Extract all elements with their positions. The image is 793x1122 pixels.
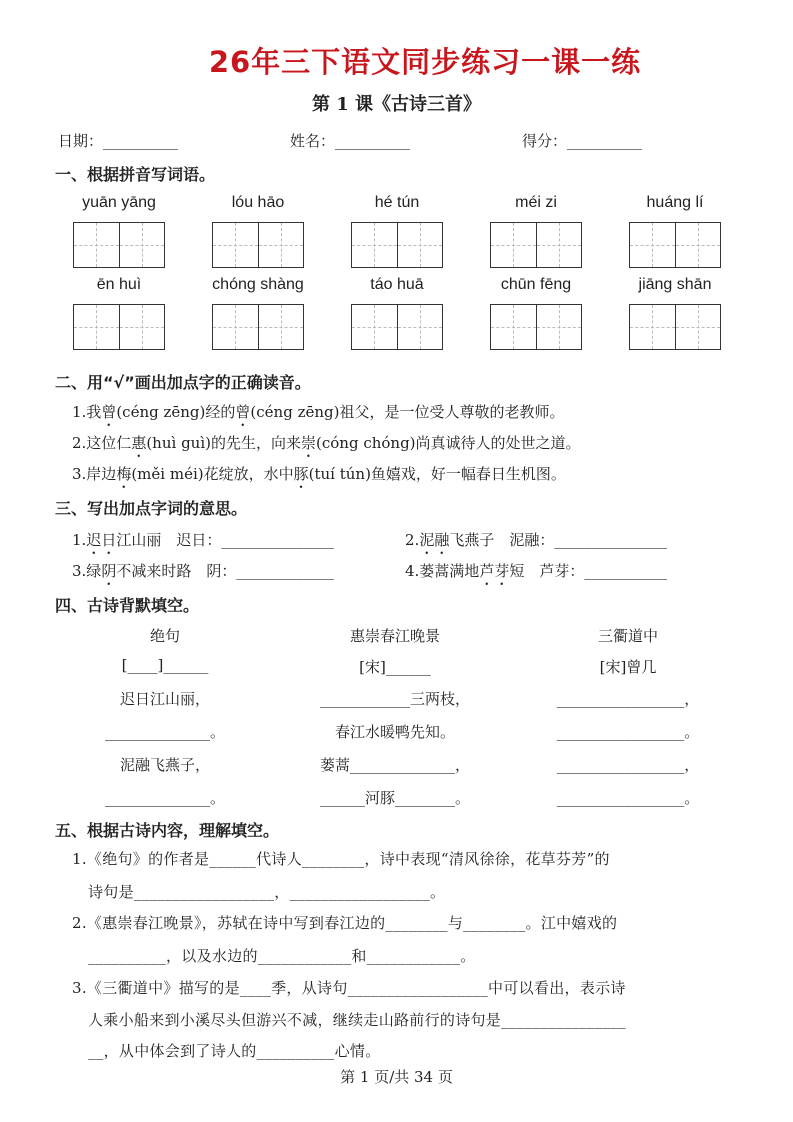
text-segment: 3.岸边 [72, 465, 117, 483]
pinyin-label: yuān yāng [82, 194, 156, 211]
writing-cell[interactable] [120, 305, 165, 349]
comprehension-line[interactable]: 人乘小船来到小溪尽头但游兴不减，继续走山路前行的诗句是________________ [88, 1011, 626, 1029]
text-segment: 3.绿 [72, 562, 102, 580]
writing-box[interactable] [351, 304, 443, 350]
text-segment: 4.蒌蒿满地 [405, 562, 480, 580]
dotted-char: 阴 [101, 562, 117, 580]
text-segment: (céng zēng)祖父，是一位受人尊敬的老教师。 [250, 403, 565, 421]
section2-heading: 二、用“√”画出加点字的正确读音。 [55, 373, 311, 392]
poem-line[interactable]: ______________。 [104, 789, 225, 807]
section1-heading: 一、根据拼音写词语。 [55, 165, 216, 184]
writing-cell[interactable] [491, 305, 537, 349]
poem-line[interactable]: 春江水暖鸭先知。 [334, 723, 455, 741]
writing-cell[interactable] [630, 305, 676, 349]
section5-heading: 五、根据古诗内容，理解填空。 [55, 821, 280, 840]
text-segment: 不减来时路 阴：_____________ [116, 562, 334, 580]
text-segment: (měi méi)花绽放，水中 [131, 465, 294, 483]
writing-box[interactable] [73, 222, 165, 268]
writing-cell[interactable] [398, 305, 443, 349]
writing-cell[interactable] [537, 305, 582, 349]
worksheet-title: 26年三下语文同步练习一课一练 [208, 45, 642, 79]
date-field[interactable]: 日期：__________ [58, 132, 179, 150]
comprehension-line[interactable]: 1.《绝句》的作者是______代诗人________，诗中表现“清风徐徐，花草芬芳”的 [72, 850, 610, 868]
dotted-char: 迟日 [86, 531, 117, 549]
pinyin-label: huáng lí [646, 194, 704, 211]
pinyin-label: hé tún [374, 194, 420, 211]
meaning-question [405, 560, 667, 589]
dotted-char: 曾 [235, 403, 251, 421]
poem-line[interactable]: ____________三两枝， [319, 690, 470, 708]
comprehension-line[interactable]: 诗句是__________________，__________________。 [88, 883, 446, 901]
writing-cell[interactable] [213, 223, 259, 267]
writing-cell[interactable] [537, 223, 582, 267]
writing-cell[interactable] [74, 223, 120, 267]
comprehension-line[interactable]: __，从中体会到了诗人的__________心情。 [88, 1042, 381, 1060]
poem-line[interactable]: 迟日江山丽， [119, 690, 210, 708]
poem-title: 惠崇春江晚景 [349, 627, 440, 645]
writing-cell[interactable] [676, 305, 721, 349]
comprehension-line[interactable]: 3.《三衢道中》描写的是____季，从诗句__________________中可以看出，表示诗 [72, 979, 626, 997]
dotted-char: 惠 [131, 434, 147, 452]
writing-box[interactable] [73, 304, 165, 350]
text-segment: (cóng chóng)尚真诚待人的处世之道。 [316, 434, 581, 452]
writing-cell[interactable] [74, 305, 120, 349]
poem-line[interactable]: 泥融飞燕子， [119, 756, 210, 774]
meaning-question [405, 529, 667, 558]
writing-box[interactable] [490, 222, 582, 268]
writing-cell[interactable] [352, 223, 398, 267]
poem-line[interactable]: _________________。 [556, 723, 700, 741]
writing-cell[interactable] [259, 305, 304, 349]
comprehension-line[interactable]: __________，以及水边的____________和____________。 [88, 947, 476, 965]
comprehension-line[interactable]: 2.《惠崇春江晚景》，苏轼在诗中写到春江边的________与________。江中嬉戏的 [72, 914, 618, 932]
text-segment: 短 芦芽：___________ [509, 562, 667, 580]
meaning-question [72, 560, 334, 589]
text-segment: 1.我 [72, 403, 102, 421]
writing-box[interactable] [212, 304, 304, 350]
dotted-char: 曾 [101, 403, 117, 421]
writing-cell[interactable] [676, 223, 721, 267]
pronunciation-question [72, 432, 581, 461]
dotted-char: 梅 [116, 465, 132, 483]
pronunciation-question [72, 401, 564, 430]
pronunciation-question [72, 463, 566, 492]
text-segment: 2.这位仁 [72, 434, 132, 452]
poem-title: 三衢道中 [597, 627, 658, 645]
dotted-char: 芦芽 [479, 562, 510, 580]
writing-cell[interactable] [491, 223, 537, 267]
poem-author[interactable]: [宋]曾几 [599, 658, 657, 676]
pinyin-label: lóu hāo [231, 194, 285, 211]
poem-line[interactable]: ______河豚________。 [319, 789, 470, 807]
poem-author[interactable]: [宋]______ [359, 658, 431, 676]
pinyin-label: jiāng shān [638, 276, 712, 293]
poem-line[interactable]: _________________， [556, 756, 700, 774]
text-segment: (tuí tún)鱼嬉戏，好一幅春日生机图。 [308, 465, 566, 483]
text-segment: 江山丽 迟日：_______________ [116, 531, 334, 549]
writing-box[interactable] [490, 304, 582, 350]
dotted-char: 崇 [300, 434, 316, 452]
writing-box[interactable] [629, 304, 721, 350]
poem-title: 绝句 [149, 627, 180, 645]
writing-cell[interactable] [630, 223, 676, 267]
pinyin-label: chóng shàng [212, 276, 304, 293]
poem-line[interactable]: 蒌蒿______________， [319, 756, 470, 774]
writing-cell[interactable] [398, 223, 443, 267]
writing-cell[interactable] [259, 223, 304, 267]
poem-line[interactable]: ______________。 [104, 723, 225, 741]
dotted-char: 泥融 [419, 531, 450, 549]
pinyin-label: chūn fēng [500, 276, 572, 293]
writing-cell[interactable] [120, 223, 165, 267]
text-segment: 飞燕子 泥融：_______________ [449, 531, 667, 549]
writing-box[interactable] [351, 222, 443, 268]
writing-cell[interactable] [213, 305, 259, 349]
pinyin-label: táo huā [370, 276, 424, 293]
writing-box[interactable] [212, 222, 304, 268]
pinyin-label: méi zi [515, 194, 557, 211]
writing-box[interactable] [629, 222, 721, 268]
text-segment: (céng zēng)经的 [116, 403, 236, 421]
dotted-char: 豚 [293, 465, 309, 483]
lesson-title: 第 1 课《古诗三首》 [311, 94, 482, 115]
score-field[interactable]: 得分：__________ [522, 132, 643, 150]
section3-heading: 三、写出加点字词的意思。 [55, 499, 248, 518]
page-number: 第 1 页/共 34 页 [340, 1068, 453, 1086]
text-segment: 1. [72, 531, 87, 549]
poem-line[interactable]: _________________。 [556, 789, 700, 807]
section4-heading: 四、古诗背默填空。 [55, 596, 200, 615]
text-segment: (huì guì)的先生，向来 [146, 434, 301, 452]
text-segment: 2. [405, 531, 420, 549]
pinyin-label: ēn huì [96, 276, 142, 293]
meaning-question [72, 529, 334, 558]
writing-cell[interactable] [352, 305, 398, 349]
name-field[interactable]: 姓名：__________ [290, 132, 411, 150]
poem-author[interactable]: [____]______ [121, 656, 209, 674]
poem-line[interactable]: _________________， [556, 690, 700, 708]
